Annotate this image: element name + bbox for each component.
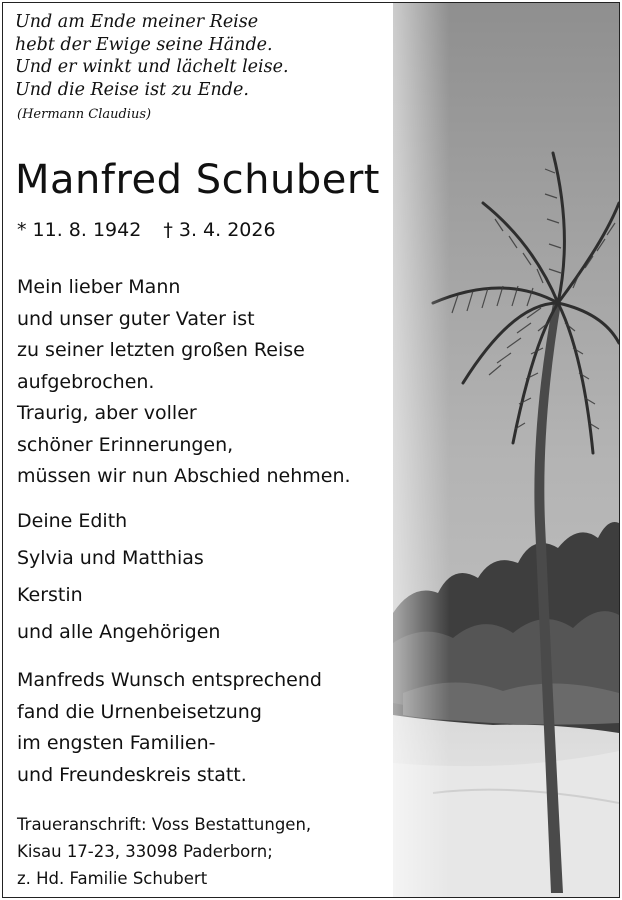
poem-line: Und die Reise ist zu Ende. [15,79,249,100]
signer: Kerstin [17,584,83,606]
signer: und alle Angehörigen [17,621,221,643]
burial-note-line: Manfreds Wunsch entsprechend [17,669,322,691]
death-date: † 3. 4. 2026 [163,219,276,241]
message-line: aufgebrochen. [17,370,155,393]
poem-line: hebt der Ewige seine Hände. [15,34,273,55]
burial-note-line: fand die Urnenbeisetzung [17,700,262,723]
poem-line: Und am Ende meiner Reise [15,12,259,32]
message-line: Traurig, aber voller [17,402,197,424]
message-line: Mein lieber Mann [17,276,181,298]
message-line: müssen wir nun Abschied nehmen. [17,465,351,487]
address-line: Kisau 17-23, 33098 Paderborn; [17,842,273,861]
life-dates [17,219,276,241]
signers-list [17,503,220,651]
poem-line: Und er winkt und lächelt leise. [15,57,289,77]
message-paragraph [17,272,305,398]
message-paragraph [17,398,351,493]
deceased-name: Manfred Schubert [15,157,380,203]
burial-note-line: im engsten Familien- [17,732,216,754]
burial-note-line: und Freundeskreis statt. [17,763,247,786]
signer: Sylvia und Matthias [17,547,204,569]
poem-author: (Hermann Claudius) [17,107,152,122]
signer: Deine Edith [17,510,128,532]
burial-note [17,665,322,791]
mourning-address [17,811,311,892]
poem [15,11,289,122]
address-line: Traueranschrift: Voss Bestattungen, [17,815,312,834]
palm-beach-photo [393,3,619,897]
obituary-notice [2,2,620,898]
palm-beach-image [393,3,619,897]
message-line: zu seiner letzten großen Reise [17,339,305,361]
message-line: schöner Erinnerungen, [17,433,234,456]
address-line: z. Hd. Familie Schubert [17,869,208,888]
birth-date: * 11. 8. 1942 [17,219,142,241]
text-column [3,3,393,897]
message-line: und unser guter Vater ist [17,307,255,330]
